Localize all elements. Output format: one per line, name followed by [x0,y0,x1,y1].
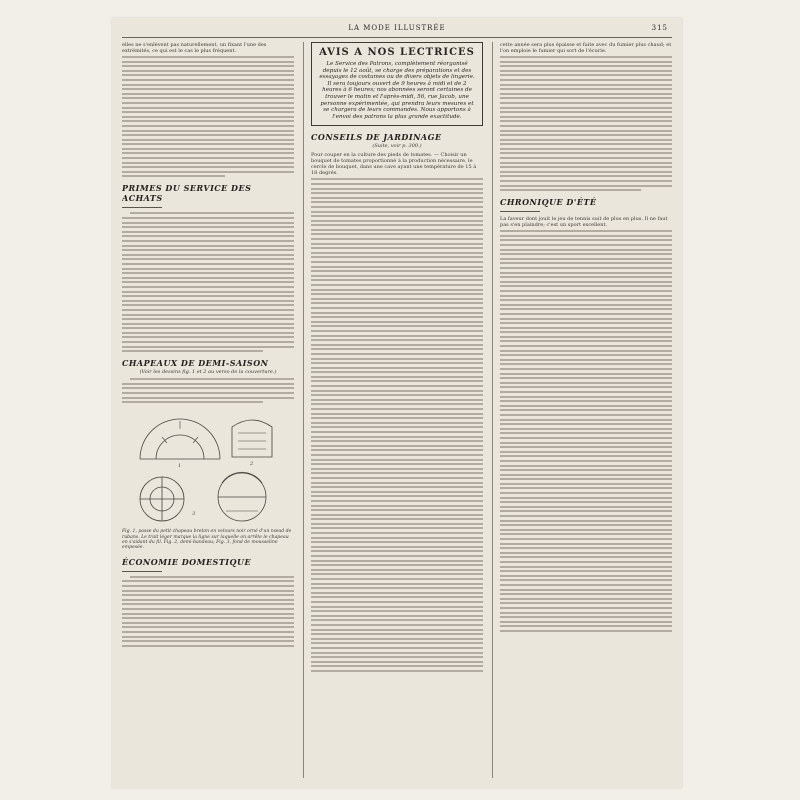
page-number: 315 [651,24,668,32]
column-3 [500,42,672,778]
header-rule [122,37,672,38]
notice-title: AVIS A NOS LECTRICES [319,47,475,58]
page-header [112,24,682,36]
column-1 [122,42,294,778]
heading-ornament [500,208,540,212]
heading-ornament [122,204,162,208]
section-subtitle: (Voir les dessins fig. 1 et 2 au verso de la couverture.) [139,369,277,376]
figure-label: 2 [250,461,254,468]
figure-label: 1 [178,463,182,470]
text-block [122,378,294,403]
paragraph-text: cette année sera plus épaisse et faite avec du fumier plus chaud; et l'on emploie le fumier qui sort de l'écurie. [500,42,672,54]
section-heading-chapeaux: CHAPEAUX DE DEMI-SAISON [122,358,269,369]
section-heading-economie: ÉCONOMIE DOMESTIQUE [122,556,252,567]
publication-title: LA MODE ILLUSTRÉE [348,24,446,32]
demi-bandeau-outline [232,420,272,457]
section-subtitle: (Suite, voir p. 300.) [372,143,422,150]
text-block [122,576,294,647]
hat-pattern-figure [122,407,294,525]
section-heading-chronique: CHRONIQUE D'ÉTÉ [500,197,597,208]
newspaper-page [112,18,682,788]
text-block [122,56,294,177]
section-heading-primes: PRIMES DU SERVICE DES ACHATS [122,183,252,204]
text-block [122,212,294,352]
column-2 [311,42,483,778]
heading-ornament [122,568,162,572]
pattern-diagram [122,407,294,525]
notice-body: Le Service des Patrons, complètement réorganisé depuis le 12 août, se charge des préparations et des essayages de costumes ou de divers objets de lingerie. Il sera toujours ouvert de 9 heures à midi et de 2 heures à 6 heures; nos abonnées seront certaines de trouver le matin et l'après-midi, 56, rue Jacob, une personne expérimentée, qui prendra leurs mesures et se chargera de leurs commandes. Nous apportons à l'envoi des patrons la plus grande exactitude. [319,61,475,120]
text-block [500,230,672,632]
figure-label: 3 [192,511,196,518]
text-block [500,56,672,191]
notice-box [311,42,483,126]
column-divider [303,42,304,778]
paragraph-text: elles ne s'enlèvent pas naturellement, un fixant l'une des extrémités, ce qui est le cas le plus fréquent. [122,42,267,54]
column-divider [492,42,493,778]
paragraph-text: La faveur dont jouit le jeu de tennis suit de plus en plus. Il ne faut pas s'en plaindre; c'est un sport excellent. [500,216,668,229]
text-block [311,178,483,672]
section-heading-jardinage: CONSEILS DE JARDINAGE [311,132,442,143]
figure-caption: Fig. 1, passe du petit chapeau breton en velours noir orné d'un nœud de rubans. Le trait léger marque la ligne sur laquelle on arrête le chapeau en s'aidant du fil. Fig. 2, demi-bandeau; Fig. 3, fond de mousseline empesée. [122,529,292,551]
paragraph-text: Pour couper en la culture des pieds de tomates. — Choisir un bouquet de tomates proportionné à la production nécessaire, le cercle de bouquet, dans une cave ayant une température de 15 à 18 degrés. [311,152,477,177]
